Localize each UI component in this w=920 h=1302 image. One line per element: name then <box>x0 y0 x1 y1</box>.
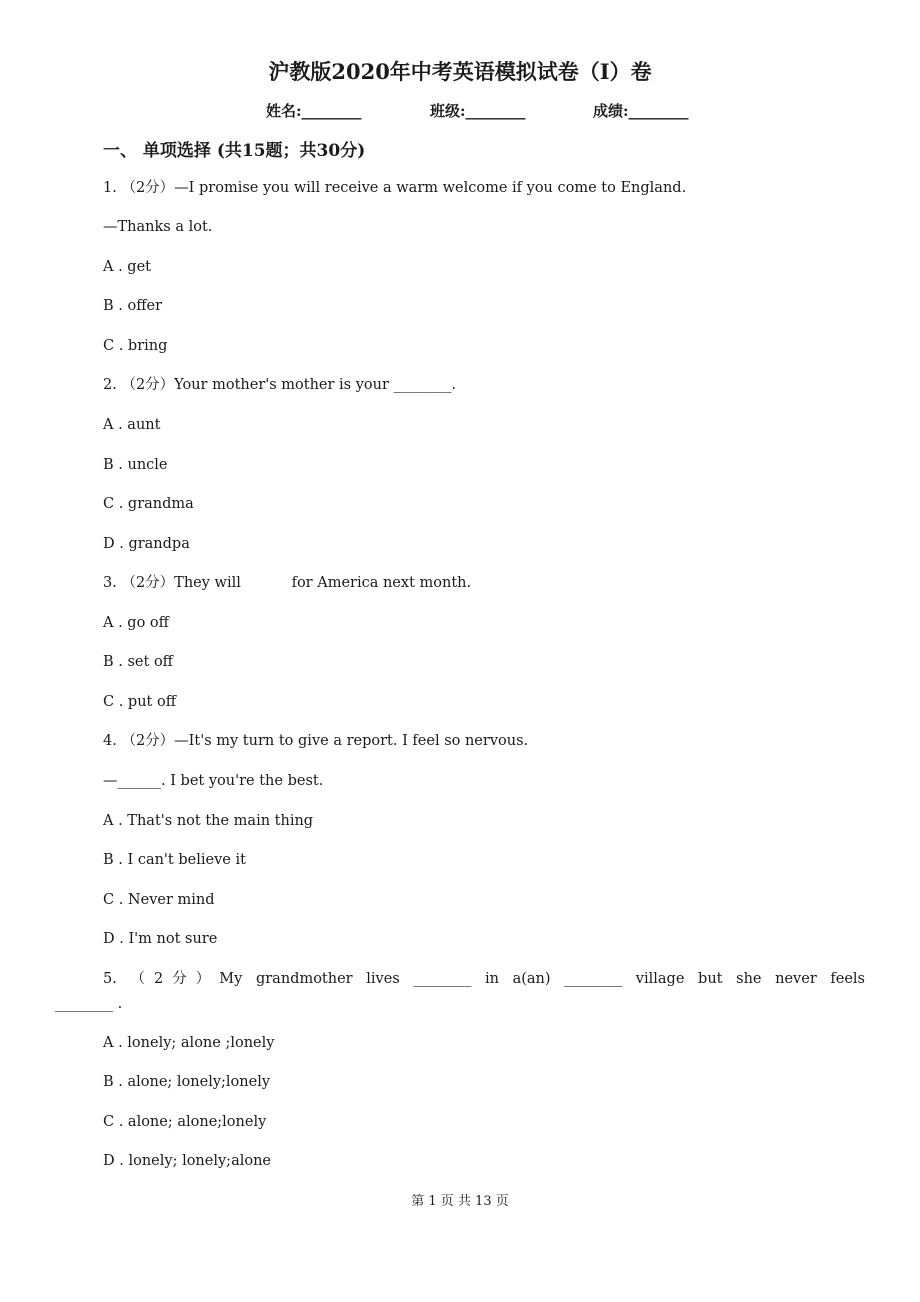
question-5-stem-continuation: ________ . <box>55 996 123 1012</box>
question-3-option-b: B . set off <box>103 654 173 670</box>
class-field-label: 班级:________ <box>430 102 526 120</box>
question-1-option-a: A . get <box>103 259 151 275</box>
question-4-stem-reply: —______. I bet you're the best. <box>103 773 324 789</box>
question-5-option-b: B . alone; lonely;lonely <box>103 1074 271 1090</box>
question-4-stem: 4. （2分）—It's my turn to give a report. I feel so nervous. <box>103 733 529 749</box>
question-5-option-c: C . alone; alone;lonely <box>103 1114 267 1130</box>
question-1-stem: 1. （2分）—I promise you will receive a warm welcome if you come to England. <box>103 180 687 196</box>
question-4-option-d: D . I'm not sure <box>103 931 218 947</box>
section-heading: 一、 单项选择 (共15题；共30分) <box>103 141 366 161</box>
question-5-option-a: A . lonely; alone ;lonely <box>103 1035 275 1051</box>
question-2-option-b: B . uncle <box>103 457 168 473</box>
question-1-stem-reply: —Thanks a lot. <box>103 219 213 235</box>
question-5-option-d: D . lonely; lonely;alone <box>103 1153 271 1169</box>
question-2-stem: 2. （2分）Your mother's mother is your ________. <box>103 377 457 393</box>
question-3-option-c: C . put off <box>103 694 177 710</box>
question-2-option-c: C . grandma <box>103 496 194 512</box>
question-5-stem: 5. （2分）My grandmother lives ________ in a(an) ________ village but she never feels <box>103 971 865 987</box>
question-1-option-c: C . bring <box>103 338 168 354</box>
question-4-option-a: A . That's not the main thing <box>103 813 314 829</box>
question-2-option-d: D . grandpa <box>103 536 190 552</box>
question-3-option-a: A . go off <box>103 615 169 631</box>
question-4-option-b: B . I can't believe it <box>103 852 246 868</box>
question-3-stem: 3. （2分）They will for America next month. <box>103 575 472 591</box>
question-1-option-b: B . offer <box>103 298 163 314</box>
page-footer: 第 1 页 共 13 页 <box>411 1194 509 1209</box>
question-4-option-c: C . Never mind <box>103 892 215 908</box>
page-title: 沪教版2020年中考英语模拟试卷（I）卷 <box>268 59 652 84</box>
score-field-label: 成绩:________ <box>593 102 689 120</box>
question-2-option-a: A . aunt <box>103 417 161 433</box>
name-field-label: 姓名:________ <box>266 102 362 120</box>
